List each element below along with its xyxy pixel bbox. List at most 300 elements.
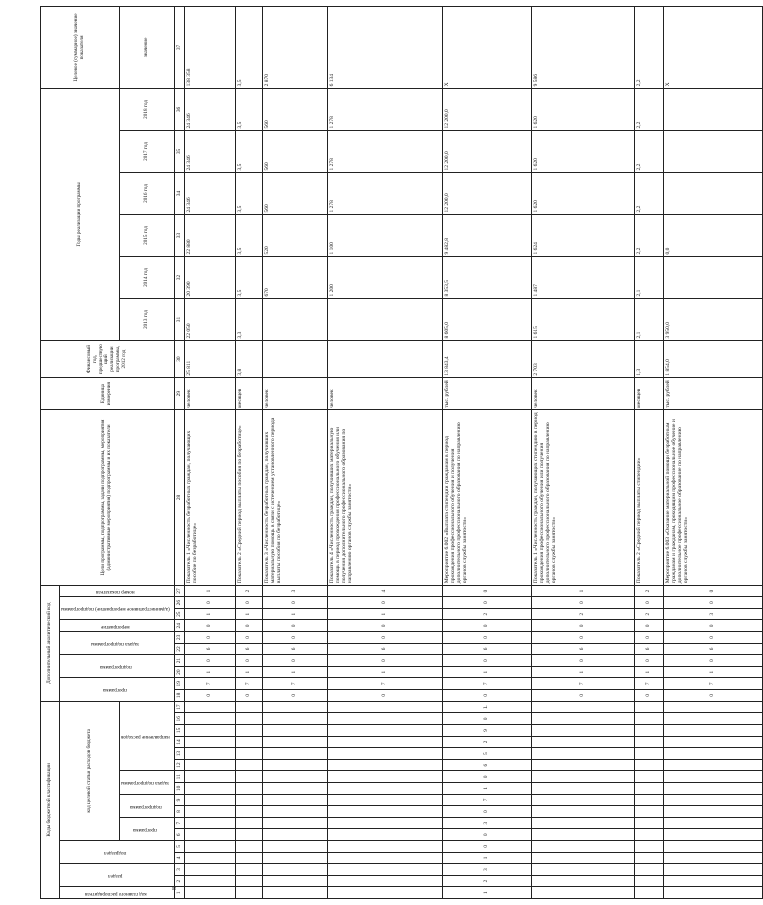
code-digit <box>634 748 663 760</box>
code-digit <box>327 736 442 748</box>
code-digit <box>184 864 235 876</box>
code-digit <box>531 806 634 818</box>
header-podrazdel-text: подраздел <box>104 850 127 857</box>
table-row <box>262 7 327 899</box>
code-digit: 0 <box>184 690 235 702</box>
table-row <box>442 7 531 899</box>
code-digit <box>327 806 442 818</box>
row-value-y2014 <box>663 257 762 299</box>
header-an-zadacha-text: задача подпрограммы <box>91 641 140 648</box>
code-digit <box>663 887 762 899</box>
row-value-y2014: 1 487 <box>531 257 634 299</box>
code-digit <box>262 748 327 760</box>
header-programma <box>120 817 175 840</box>
code-digit <box>663 841 762 853</box>
row-value-y2016: 2,2 <box>634 172 663 214</box>
code-digit: 0 <box>235 632 262 644</box>
row-value-y2014: 2,1 <box>634 257 663 299</box>
code-digit: 0 <box>531 632 634 644</box>
header-an-nomer <box>60 585 175 597</box>
row-value-y2018: 1 620 <box>531 88 634 130</box>
code-digit: 0 <box>634 632 663 644</box>
code-digit: 2 <box>634 608 663 620</box>
header-kbk-group: Коды бюджетной классификации <box>41 701 60 898</box>
row-unit: месяцев <box>235 378 262 410</box>
row-name: Показатель 1 «Численность безработных граждан, получающих пособие по безработице» <box>184 410 235 585</box>
column-number: 19 <box>174 678 184 690</box>
column-number: 31 <box>174 299 184 341</box>
code-digit <box>327 817 442 829</box>
code-digit: 0 <box>663 585 762 597</box>
code-digit <box>327 864 442 876</box>
code-digit <box>262 841 327 853</box>
row-value-fin: 13 843,4 <box>442 341 531 378</box>
header-razdel <box>60 864 175 887</box>
row-value-fin: 1,3 <box>634 341 663 378</box>
row-unit: тыс. рублей <box>442 378 531 410</box>
row-value-y2013: 1 615 <box>531 299 634 341</box>
row-target: X <box>442 7 531 89</box>
code-digit <box>663 713 762 725</box>
code-digit <box>262 701 327 713</box>
code-digit <box>327 701 442 713</box>
code-digit <box>235 817 262 829</box>
row-target: 9 586 <box>531 7 634 89</box>
code-digit: L <box>442 701 531 713</box>
code-digit <box>531 759 634 771</box>
code-digit: 7 <box>235 678 262 690</box>
row-value-y2015: 520 <box>262 215 327 257</box>
column-number: 3 <box>174 864 184 876</box>
code-digit <box>184 875 235 887</box>
code-digit: 0 <box>442 585 531 597</box>
code-digit: 1 <box>442 783 531 795</box>
header-an-meropriyatie <box>60 620 175 632</box>
code-digit: 3 <box>663 608 762 620</box>
row-unit: человек <box>262 378 327 410</box>
code-digit <box>184 794 235 806</box>
code-digit: 0 <box>442 713 531 725</box>
code-digit: 1 <box>442 852 531 864</box>
code-digit <box>327 852 442 864</box>
code-digit <box>663 875 762 887</box>
row-value-fin: 25 811 <box>184 341 235 378</box>
code-digit <box>663 771 762 783</box>
code-digit: 0 <box>634 690 663 702</box>
header-an-podprogramma <box>60 655 175 678</box>
row-value-y2014: 3,5 <box>235 257 262 299</box>
row-value-y2017: 560 <box>262 130 327 172</box>
code-digit: 1 <box>634 666 663 678</box>
row-value-y2015: 1 624 <box>531 215 634 257</box>
code-digit: 0 <box>184 597 235 609</box>
header-podrazdel <box>60 841 175 864</box>
code-digit <box>531 748 634 760</box>
code-digit <box>235 841 262 853</box>
code-digit <box>184 829 235 841</box>
header-year-2017: 2017 год <box>120 130 175 172</box>
header-fin-year: Финансовый год, предшествующий реализации программы, 2012 год <box>41 341 175 378</box>
row-value-y2018: 12 200,0 <box>442 88 531 130</box>
code-digit <box>663 794 762 806</box>
code-digit: 2 <box>442 736 531 748</box>
column-number: 15 <box>174 725 184 737</box>
code-digit: 7 <box>184 678 235 690</box>
header-programma-text: программа <box>133 826 158 833</box>
row-value-y2013: 2,1 <box>634 299 663 341</box>
code-digit <box>184 806 235 818</box>
code-digit: 0 <box>184 632 235 644</box>
header-razdel-text: раздел <box>108 873 123 880</box>
row-value-fin: 2 703 <box>531 341 634 378</box>
column-number: 5 <box>174 841 184 853</box>
row-name: Показатель 1 «Численность граждан, получающих стипендию в период прохождения профессионального обучения или получения дополнительного профессионального образования по направлению органов службы занятости» <box>531 410 634 585</box>
row-value-y2014: 1 200 <box>327 257 442 299</box>
code-digit <box>262 794 327 806</box>
code-digit <box>327 875 442 887</box>
column-number: 20 <box>174 666 184 678</box>
code-digit: 1 <box>442 666 531 678</box>
code-digit <box>327 725 442 737</box>
column-number: 24 <box>174 620 184 632</box>
header-an-nomer-text: номер показателя <box>96 588 135 595</box>
code-digit: 0 <box>262 597 327 609</box>
row-value-y2018: 560 <box>262 88 327 130</box>
header-an-programma <box>60 678 175 701</box>
column-number: 30 <box>174 341 184 378</box>
header-an-admin <box>60 597 175 620</box>
code-digit: 7 <box>442 678 531 690</box>
code-digit <box>235 829 262 841</box>
code-digit: 0 <box>327 690 442 702</box>
code-digit <box>235 701 262 713</box>
row-target: 2,2 <box>634 7 663 89</box>
row-value-y2015: 3,5 <box>235 215 262 257</box>
code-digit <box>531 725 634 737</box>
column-number: 11 <box>174 771 184 783</box>
code-digit: 1 <box>663 666 762 678</box>
header-podprogramma-text: подпрограмма <box>129 803 162 810</box>
row-target: 2 870 <box>262 7 327 89</box>
code-digit <box>262 771 327 783</box>
code-digit: 0 <box>442 771 531 783</box>
row-value-y2016: 1 620 <box>531 172 634 214</box>
header-napravlenie-text: направление расходов <box>121 733 170 740</box>
code-digit: 0 <box>262 655 327 667</box>
row-value-y2016 <box>663 172 762 214</box>
code-digit <box>663 701 762 713</box>
code-digit <box>184 748 235 760</box>
row-name: Мероприятие 6.002 «Выплата стипендии гражданам в период прохождения профессионального обучения и получения дополнительного профессионального образования по направлению органов службы занятости» <box>442 410 531 585</box>
code-digit: 0 <box>442 841 531 853</box>
code-digit: 0 <box>262 620 327 632</box>
code-digit: 7 <box>327 678 442 690</box>
code-digit <box>531 794 634 806</box>
code-digit <box>235 736 262 748</box>
code-digit: 0 <box>327 597 442 609</box>
code-digit: 0 <box>663 597 762 609</box>
code-digit <box>663 864 762 876</box>
code-digit: 0 <box>235 597 262 609</box>
row-value-y2017: 24 346 <box>184 130 235 172</box>
column-number: 27 <box>174 585 184 597</box>
code-digit <box>327 771 442 783</box>
code-digit <box>235 759 262 771</box>
code-digit <box>531 864 634 876</box>
code-digit: 0 <box>442 690 531 702</box>
row-value-y2015: 2,2 <box>634 215 663 257</box>
code-digit <box>184 817 235 829</box>
row-value-y2015: 0,0 <box>663 215 762 257</box>
header-zadacha-text: задача подпрограммы <box>121 780 170 787</box>
row-value-y2017: 1 278 <box>327 130 442 172</box>
row-value-y2016: 12 200,0 <box>442 172 531 214</box>
row-value-y2013: 3 950,0 <box>663 299 762 341</box>
row-value-y2014: 20 390 <box>184 257 235 299</box>
header-year-2018: 2018 год <box>120 88 175 130</box>
code-digit: 7 <box>634 678 663 690</box>
code-digit <box>663 736 762 748</box>
code-digit: 0 <box>442 806 531 818</box>
header-value: значение <box>120 7 175 89</box>
row-value-y2013: 8 605,0 <box>442 299 531 341</box>
code-digit <box>184 783 235 795</box>
row-value-y2017: 3,5 <box>235 130 262 172</box>
row-name: Мероприятие 6.003 «Оказание материальной помощи безработным гражданам и гражданам, проходящим профессиональное обучение и дополнительное профессиональное образование по направлению органов службы занятости» <box>663 410 762 585</box>
code-digit <box>327 887 442 899</box>
code-digit <box>184 852 235 864</box>
code-digit <box>235 713 262 725</box>
code-digit <box>634 806 663 818</box>
code-digit: 2 <box>442 875 531 887</box>
code-digit: 0 <box>235 620 262 632</box>
code-digit: 6 <box>327 643 442 655</box>
code-digit: 0 <box>531 655 634 667</box>
code-digit: 0 <box>634 597 663 609</box>
row-value-fin <box>327 341 442 378</box>
code-digit <box>235 887 262 899</box>
table-row <box>235 7 262 899</box>
code-digit <box>531 875 634 887</box>
code-digit: 0 <box>442 829 531 841</box>
code-digit <box>327 713 442 725</box>
code-digit: 0 <box>235 690 262 702</box>
column-number: 4 <box>174 852 184 864</box>
code-digit <box>184 713 235 725</box>
code-digit: 9 <box>442 725 531 737</box>
row-value-y2018: 24 346 <box>184 88 235 130</box>
row-value-y2015: 1 100 <box>327 215 442 257</box>
page-mark: 8 <box>172 887 178 890</box>
code-digit: 0 <box>442 632 531 644</box>
header-an-zadacha <box>60 632 175 655</box>
code-digit: 4 <box>327 585 442 597</box>
code-digit: 6 <box>663 643 762 655</box>
code-digit: 2 <box>442 608 531 620</box>
code-digit: 2 <box>235 585 262 597</box>
code-digit: 1 <box>531 585 634 597</box>
column-number: 16 <box>174 713 184 725</box>
code-digit <box>262 713 327 725</box>
header-year-2014: 2014 год <box>120 257 175 299</box>
table-row <box>184 7 235 899</box>
code-digit <box>184 736 235 748</box>
row-value-y2016: 3,5 <box>235 172 262 214</box>
row-target: 6 134 <box>327 7 442 89</box>
code-digit: 0 <box>663 632 762 644</box>
code-digit <box>262 864 327 876</box>
row-target: 3,5 <box>235 7 262 89</box>
code-digit: 1 <box>262 666 327 678</box>
code-digit <box>184 759 235 771</box>
header-gr-code-text: код главного распорядителя <box>84 890 147 897</box>
code-digit <box>235 771 262 783</box>
row-value-fin: 1 854,0 <box>663 341 762 378</box>
code-digit <box>531 852 634 864</box>
code-digit <box>634 771 663 783</box>
code-digit: 5 <box>442 748 531 760</box>
code-digit <box>262 736 327 748</box>
row-value-y2017: 2,2 <box>634 130 663 172</box>
header-an-meropriyatie-text: мероприятие <box>101 623 130 630</box>
code-digit: 1 <box>262 608 327 620</box>
code-digit: 0 <box>262 690 327 702</box>
row-value-y2014: 8 353,5 <box>442 257 531 299</box>
code-digit <box>634 875 663 887</box>
header-podprogramma <box>120 794 175 817</box>
header-gr-code <box>60 887 175 899</box>
code-digit <box>531 701 634 713</box>
code-digit: 2 <box>531 608 634 620</box>
code-digit: 0 <box>442 620 531 632</box>
code-digit <box>327 841 442 853</box>
code-digit: 1 <box>184 666 235 678</box>
code-digit <box>184 725 235 737</box>
column-number: 9 <box>174 794 184 806</box>
code-digit <box>634 783 663 795</box>
header-zadacha <box>120 771 175 794</box>
column-number: 37 <box>174 7 184 89</box>
code-digit <box>634 759 663 771</box>
code-digit: 0 <box>184 655 235 667</box>
column-number: 26 <box>174 597 184 609</box>
row-value-fin <box>262 341 327 378</box>
code-digit: 1 <box>235 608 262 620</box>
row-value-y2018: 2,2 <box>634 88 663 130</box>
row-name: Показатель 2 «Средний период выплаты стипендии» <box>634 410 663 585</box>
header-an-admin-text: (административное мероприятие) подпрограммы <box>61 606 170 613</box>
row-value-y2018: 3,5 <box>235 88 262 130</box>
code-digit <box>663 725 762 737</box>
column-number: 1 <box>174 887 184 899</box>
code-digit <box>531 771 634 783</box>
code-digit: 6 <box>184 643 235 655</box>
code-digit: 7 <box>442 794 531 806</box>
code-digit <box>327 783 442 795</box>
row-unit: человек <box>184 378 235 410</box>
code-digit <box>327 829 442 841</box>
column-number: 6 <box>174 829 184 841</box>
code-digit <box>327 748 442 760</box>
code-digit: 0 <box>634 620 663 632</box>
column-number: 7 <box>174 817 184 829</box>
code-digit: 1 <box>442 887 531 899</box>
column-number: 22 <box>174 643 184 655</box>
code-digit: 6 <box>262 643 327 655</box>
code-digit <box>663 748 762 760</box>
row-value-y2018 <box>663 88 762 130</box>
code-digit <box>262 783 327 795</box>
row-value-y2013: 3,3 <box>235 299 262 341</box>
code-digit <box>531 829 634 841</box>
code-digit <box>531 783 634 795</box>
column-number: 36 <box>174 88 184 130</box>
code-digit: 0 <box>442 655 531 667</box>
code-digit <box>262 875 327 887</box>
code-digit: 2 <box>634 585 663 597</box>
code-digit <box>663 783 762 795</box>
code-digit <box>262 887 327 899</box>
code-digit <box>531 713 634 725</box>
code-digit: 3 <box>442 817 531 829</box>
code-digit <box>634 701 663 713</box>
code-digit: 1 <box>531 666 634 678</box>
code-digit <box>634 794 663 806</box>
code-digit <box>235 794 262 806</box>
column-number: 35 <box>174 130 184 172</box>
column-number: 29 <box>174 378 184 410</box>
table-row <box>663 7 762 899</box>
code-digit <box>262 852 327 864</box>
code-digit: 6 <box>634 643 663 655</box>
row-value-y2013 <box>327 299 442 341</box>
code-digit: 3 <box>262 585 327 597</box>
code-digit: 6 <box>531 643 634 655</box>
row-value-y2015: 9 482,8 <box>442 215 531 257</box>
code-digit: 0 <box>262 632 327 644</box>
table-row <box>327 7 442 899</box>
code-digit <box>262 759 327 771</box>
code-digit: 0 <box>663 620 762 632</box>
code-digit <box>634 736 663 748</box>
header-target-article: код целевой статьи расходов бюджета <box>60 701 120 840</box>
column-number: 18 <box>174 690 184 702</box>
code-digit: 3 <box>442 864 531 876</box>
column-number: 23 <box>174 632 184 644</box>
header-target: Целевое (суммарное) значение показателя <box>41 7 120 89</box>
row-value-y2018: 1 278 <box>327 88 442 130</box>
code-digit: 0 <box>184 620 235 632</box>
code-digit: 0 <box>663 655 762 667</box>
code-digit <box>663 806 762 818</box>
column-number: 14 <box>174 736 184 748</box>
code-digit: 0 <box>663 690 762 702</box>
code-digit: 1 <box>327 608 442 620</box>
code-digit <box>235 748 262 760</box>
row-value-y2017: 1 620 <box>531 130 634 172</box>
column-number: 17 <box>174 701 184 713</box>
code-digit <box>634 725 663 737</box>
code-digit: 0 <box>442 597 531 609</box>
code-digit <box>262 806 327 818</box>
code-digit <box>235 852 262 864</box>
column-number: 8 <box>174 806 184 818</box>
code-digit: 0 <box>327 632 442 644</box>
row-target: X <box>663 7 762 89</box>
code-digit <box>531 817 634 829</box>
code-digit: 1 <box>184 608 235 620</box>
row-value-y2016: 24 346 <box>184 172 235 214</box>
